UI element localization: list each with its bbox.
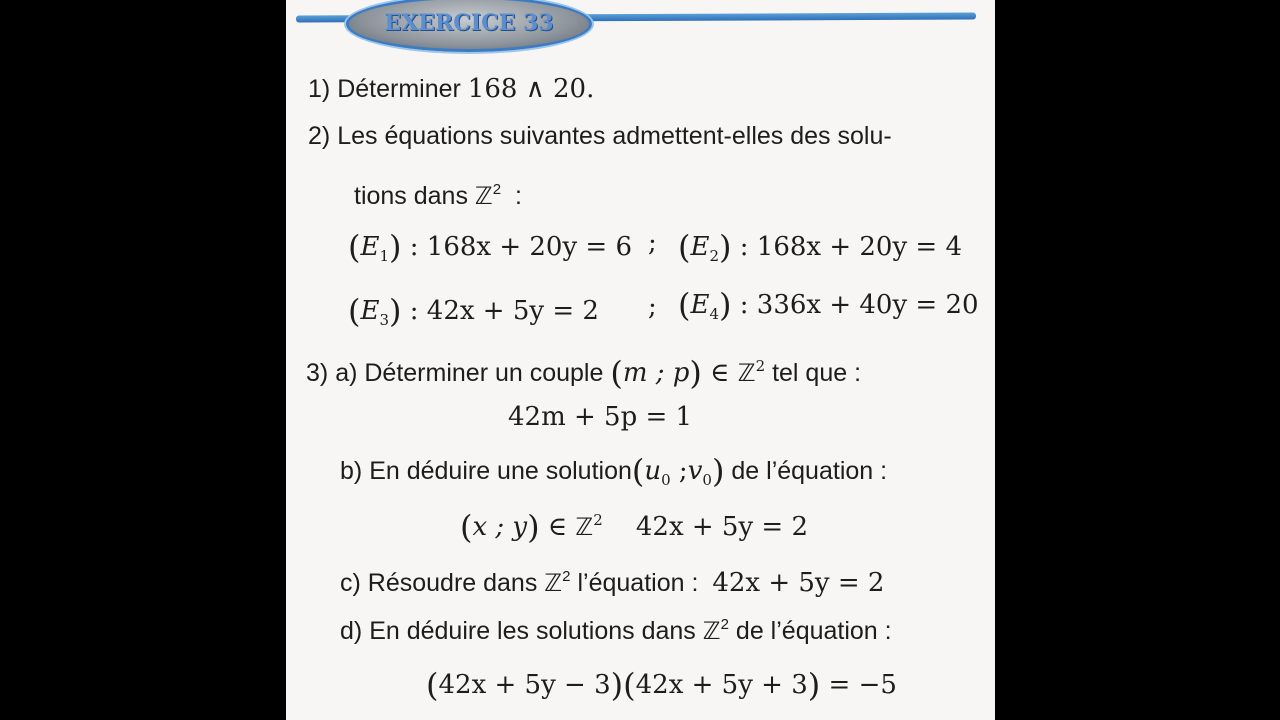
question-3a: 3) a) Déterminer un couple (m ; p) ∈ ℤ$^2$ tel que :: [306, 354, 862, 392]
equation-e1: $(E_1)$ : 168x + 20y = 6: [348, 228, 633, 266]
equation-e3: $(E_3)$ : 42x + 5y = 2: [348, 292, 599, 330]
question-text: En déduire les solutions dans: [369, 617, 696, 645]
equation-b: (x ; y) ∈ ℤ$^2$ 42x + 5y = 2: [460, 508, 809, 546]
equation-a: 42m + 5p = 1: [508, 402, 693, 432]
question-2-line-2: [354, 181, 522, 211]
question-3c: c) Résoudre dans ℤ$^2$ l’équation : 42x + 5y = 2: [340, 568, 885, 598]
question-text: Les équations suivantes admettent-elles des solu-: [337, 122, 892, 150]
equation-e2: $(E_2)$ : 168x + 20y = 4: [678, 228, 963, 266]
part-letter: d): [340, 617, 363, 645]
question-text: Déterminer: [337, 75, 461, 103]
exponent: 2: [492, 181, 502, 198]
separator: ;: [648, 292, 657, 322]
math-expression: 168 ∧ 20.: [467, 74, 595, 104]
part-letter: b): [340, 457, 363, 485]
question-1: [308, 74, 594, 104]
question-number: 1): [308, 75, 331, 103]
question-2: [308, 122, 892, 151]
exercise-title: EXERCICE 33: [384, 10, 554, 36]
question-text: Résoudre dans: [367, 569, 538, 597]
equation-e4: $(E_4)$ : 336x + 40y = 20: [678, 286, 979, 324]
question-text: En déduire une solution: [369, 457, 632, 485]
integers-set: ℤ: [474, 182, 493, 210]
document-page: [286, 0, 995, 720]
part-letter: c): [340, 569, 361, 597]
question-number: 2): [308, 122, 331, 150]
question-text: tions dans: [354, 182, 468, 210]
question-3b: b) En déduire une $solution(u_0$ $;v_0$) de l’équation :: [340, 452, 888, 490]
separator: ;: [648, 228, 657, 258]
question-3d: d) En déduire les solutions dans ℤ$^2$ de l’équation :: [340, 616, 892, 645]
question-text: Déterminer un couple: [364, 359, 604, 387]
equation-d: (42x + 5y − 3)(42x + 5y + 3) = −5: [426, 666, 897, 704]
colon: :: [515, 182, 522, 210]
part-letter: a): [335, 359, 358, 387]
question-number: 3): [306, 359, 329, 387]
